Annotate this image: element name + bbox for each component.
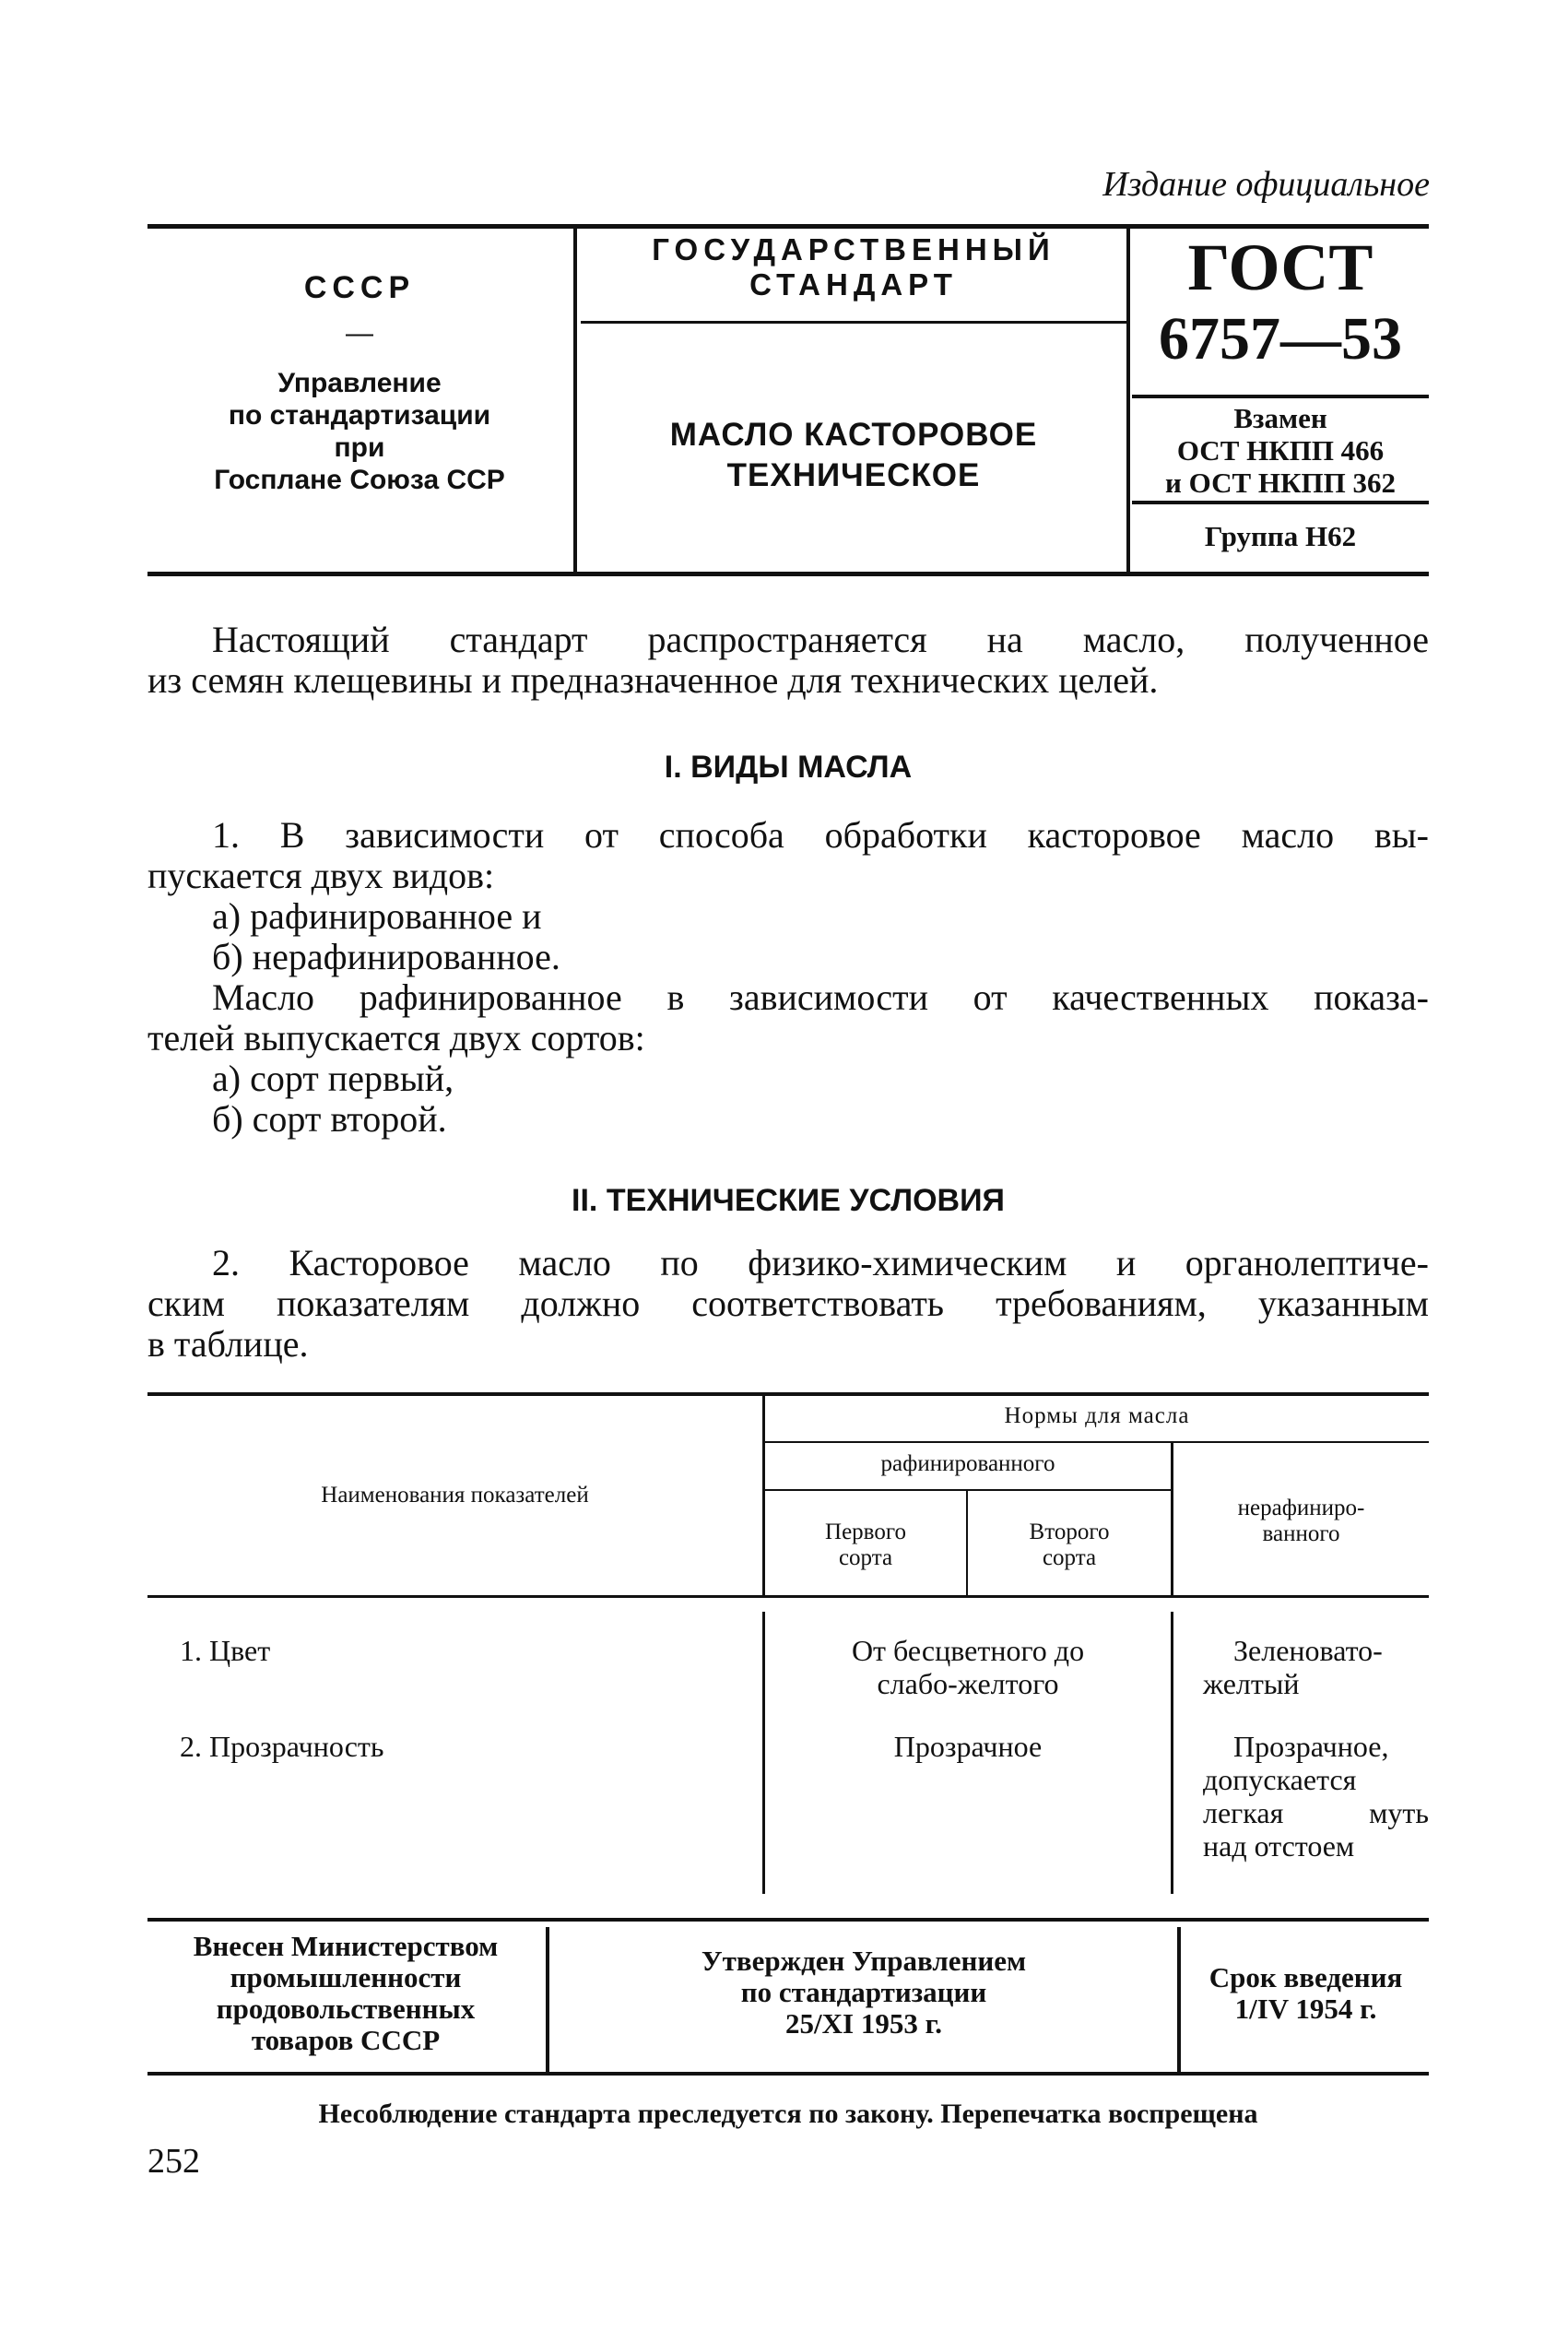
footer-approved-by [551,1946,1176,2040]
header-divider-right [1126,224,1130,576]
section-1-line: пускается двух видов: [147,855,495,896]
section-1-title: I. ВИДЫ МАСЛА [664,750,913,785]
replaces-line: Взамен [1233,402,1327,434]
standard-type-line: СТАНДАРТ [749,267,958,302]
footer-top-rule [147,1918,1429,1922]
table-header-second-grade [968,1520,1171,1571]
unrefined-line: нерафиниро- [1237,1496,1365,1520]
row-1-unrefined-line: Зеленовато- [1233,1634,1383,1667]
section-2-line: 2. Касторовое масло по физико-химическим и органолептиче- [212,1242,1429,1283]
table-header-unrefined [1173,1496,1429,1547]
section-1-body [147,815,1429,1140]
section-1-line: 1. В зависимости от способа обработки касторовое масло вы- [212,814,1429,856]
row-2-unrefined-line: допускается [1203,1763,1357,1796]
section-1-line: б) сорт второй. [212,1098,447,1140]
row-1-refined-line: слабо-желтого [877,1667,1059,1700]
org-line: Управление [277,368,442,398]
header-right-rule-2 [1132,501,1429,504]
section-2-body [147,1243,1429,1365]
header-top-rule [147,224,1429,229]
row-2-unrefined-line: Прозрачное, [1233,1730,1389,1763]
intro-paragraph [147,620,1429,701]
header-left-cell [166,269,553,496]
table-divider-unrefined-body [1171,1612,1173,1894]
row-1-refined-line: От бесцветного до [851,1634,1085,1667]
footer-effective-date [1183,1962,1429,2025]
header-middle-rule [581,321,1126,324]
page-number: 252 [147,2142,200,2181]
submitted-line: промышленности [230,1961,462,1993]
standard-title-line: ТЕХНИЧЕСКОЕ [726,457,981,493]
header-divider-left [573,224,577,576]
section-2-line: ским показателям должно соответствовать требованиям, указанным [147,1283,1429,1324]
org-line: Госплане Союза ССР [214,465,505,495]
table-top-rule [147,1392,1429,1396]
table-norms-rule [765,1441,1429,1443]
edition-note: Издание официальное [1102,165,1430,204]
section-1-line: а) сорт первый, [212,1058,454,1099]
org-line: по стандартизации [228,400,491,431]
approved-line: по стандартизации [740,1976,987,2008]
section-1-line: Масло рафинированное в зависимости от качественных показа- [212,976,1429,1018]
table-row-1-name: 1. Цвет [180,1634,271,1667]
header-right-rule-1 [1132,395,1429,398]
replaces-block [1132,402,1429,499]
effective-line: 1/IV 1954 г. [1234,1993,1377,2025]
intro-line: Настоящий стандарт распространяется на масло, полученное [212,619,1429,660]
header-bottom-rule [147,572,1429,576]
standard-title-line: МАСЛО КАСТОРОВОЕ [669,417,1038,453]
table-header-name: Наименования показателей [321,1483,589,1508]
standard-type [581,232,1126,302]
table-row-1-refined [765,1634,1171,1700]
row-2-refined-line: Прозрачное [893,1730,1043,1763]
row-1-unrefined-line: желтый [1203,1667,1300,1700]
table-row-2-name: 2. Прозрачность [180,1730,384,1763]
effective-line: Срок введения [1208,1961,1403,1993]
standard-type-line: ГОСУДАРСТВЕННЫЙ [652,232,1055,266]
org-lines [166,367,553,496]
gost-label: ГОСТ [1187,231,1373,304]
second-grade-line: Второго [1029,1520,1110,1544]
org-line: при [334,432,385,463]
approved-line: 25/XI 1953 г. [785,2007,942,2040]
intro-line: из семян клещевины и предназначенное для технических целей. [147,659,1159,701]
table-refined-rule [765,1489,1171,1491]
section-1-line: телей выпускается двух сортов: [147,1017,645,1059]
first-grade-line: сорта [838,1545,893,1570]
footer-divider-left [546,1927,549,2072]
submitted-line: Внесен Министерством [193,1930,499,1962]
section-1-line: а) рафинированное и [212,895,542,937]
replaces-line: ОСТ НКПП 466 [1176,434,1385,467]
section-2-line: в таблице. [147,1323,309,1365]
standard-title [581,415,1126,496]
gost-number: 6757—53 [1159,305,1402,373]
footer-divider-right [1177,1927,1181,2072]
country-label: СССР [303,270,416,305]
group-label: Группа Н62 [1204,520,1357,552]
submitted-line: товаров СССР [251,2024,441,2056]
reprint-notice: Несоблюдение стандарта преследуется по закону. Перепечатка воспрещена [318,2099,1258,2129]
section-2-title: II. ТЕХНИЧЕСКИЕ УСЛОВИЯ [572,1183,1005,1218]
table-header-norms: Нормы для масла [1004,1403,1190,1428]
footer-submitted-by [147,1931,544,2056]
table-row-2-refined [765,1730,1171,1763]
section-1-line: б) нерафинированное. [212,936,560,977]
second-grade-line: сорта [1042,1545,1097,1570]
unrefined-line: ванного [1262,1521,1340,1546]
table-header-refined: рафинированного [880,1451,1055,1476]
replaces-line: и ОСТ НКПП 362 [1165,467,1396,499]
table-row-2-unrefined [1203,1730,1429,1863]
row-2-unrefined-line: легкая муть [1203,1796,1429,1829]
approved-line: Утвержден Управлением [701,1945,1027,1977]
table-row-1-unrefined [1203,1634,1429,1700]
first-grade-line: Первого [825,1520,906,1544]
footer-bottom-rule [147,2072,1429,2076]
country-dash: — [346,318,373,349]
table-header-bottom-rule [147,1595,1429,1598]
table-header-first-grade [765,1520,966,1571]
row-2-unrefined-line: над отстоем [1203,1829,1355,1863]
submitted-line: продовольственных [216,1993,476,2025]
